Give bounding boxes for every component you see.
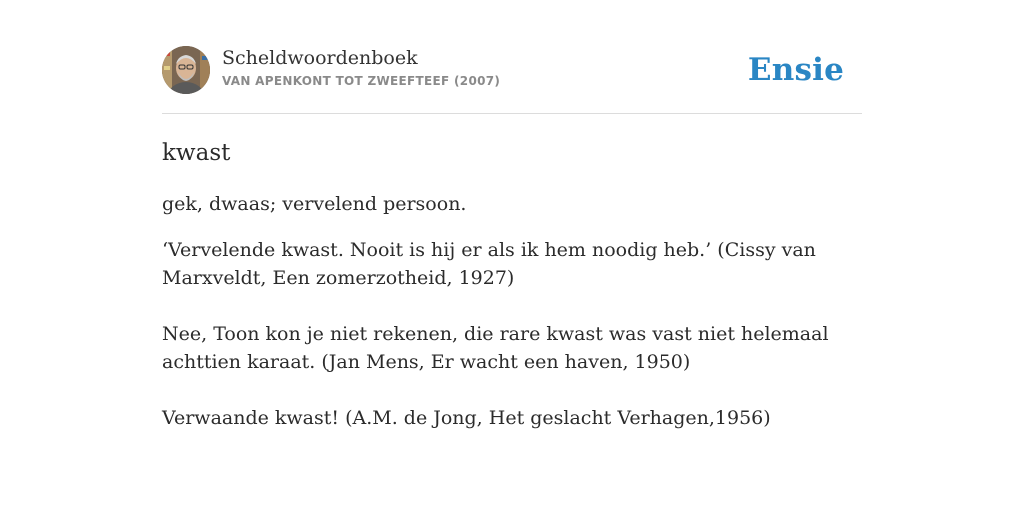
author-portrait-icon: [162, 46, 210, 94]
brand-logo[interactable]: Ensie: [747, 52, 844, 88]
avatar: [162, 46, 210, 94]
book-title[interactable]: Scheldwoordenboek: [222, 47, 418, 69]
quote-item: Verwaande kwast! (A.M. de Jong, Het geslacht Verhagen,1956): [162, 407, 771, 429]
book-subtitle: VAN APENKONT TOT ZWEEFTEEF (2007): [222, 74, 501, 88]
entry-definition: gek, dwaas; vervelend persoon.: [162, 193, 467, 215]
quote-item: Nee, Toon kon je niet rekenen, die rare kwast was vast niet helemaal achttien karaat. (Jan Mens, Er wacht een haven, 1950): [162, 323, 829, 373]
entry-term: kwast: [162, 140, 231, 166]
quote-item: ‘Vervelende kwast. Nooit is hij er als ik hem noodig heb.’ (Cissy van Marxveldt, Een zomerzotheid, 1927): [162, 239, 816, 289]
source-header: [162, 46, 862, 114]
entry-card: [162, 46, 862, 460]
quote-list: [162, 236, 862, 432]
